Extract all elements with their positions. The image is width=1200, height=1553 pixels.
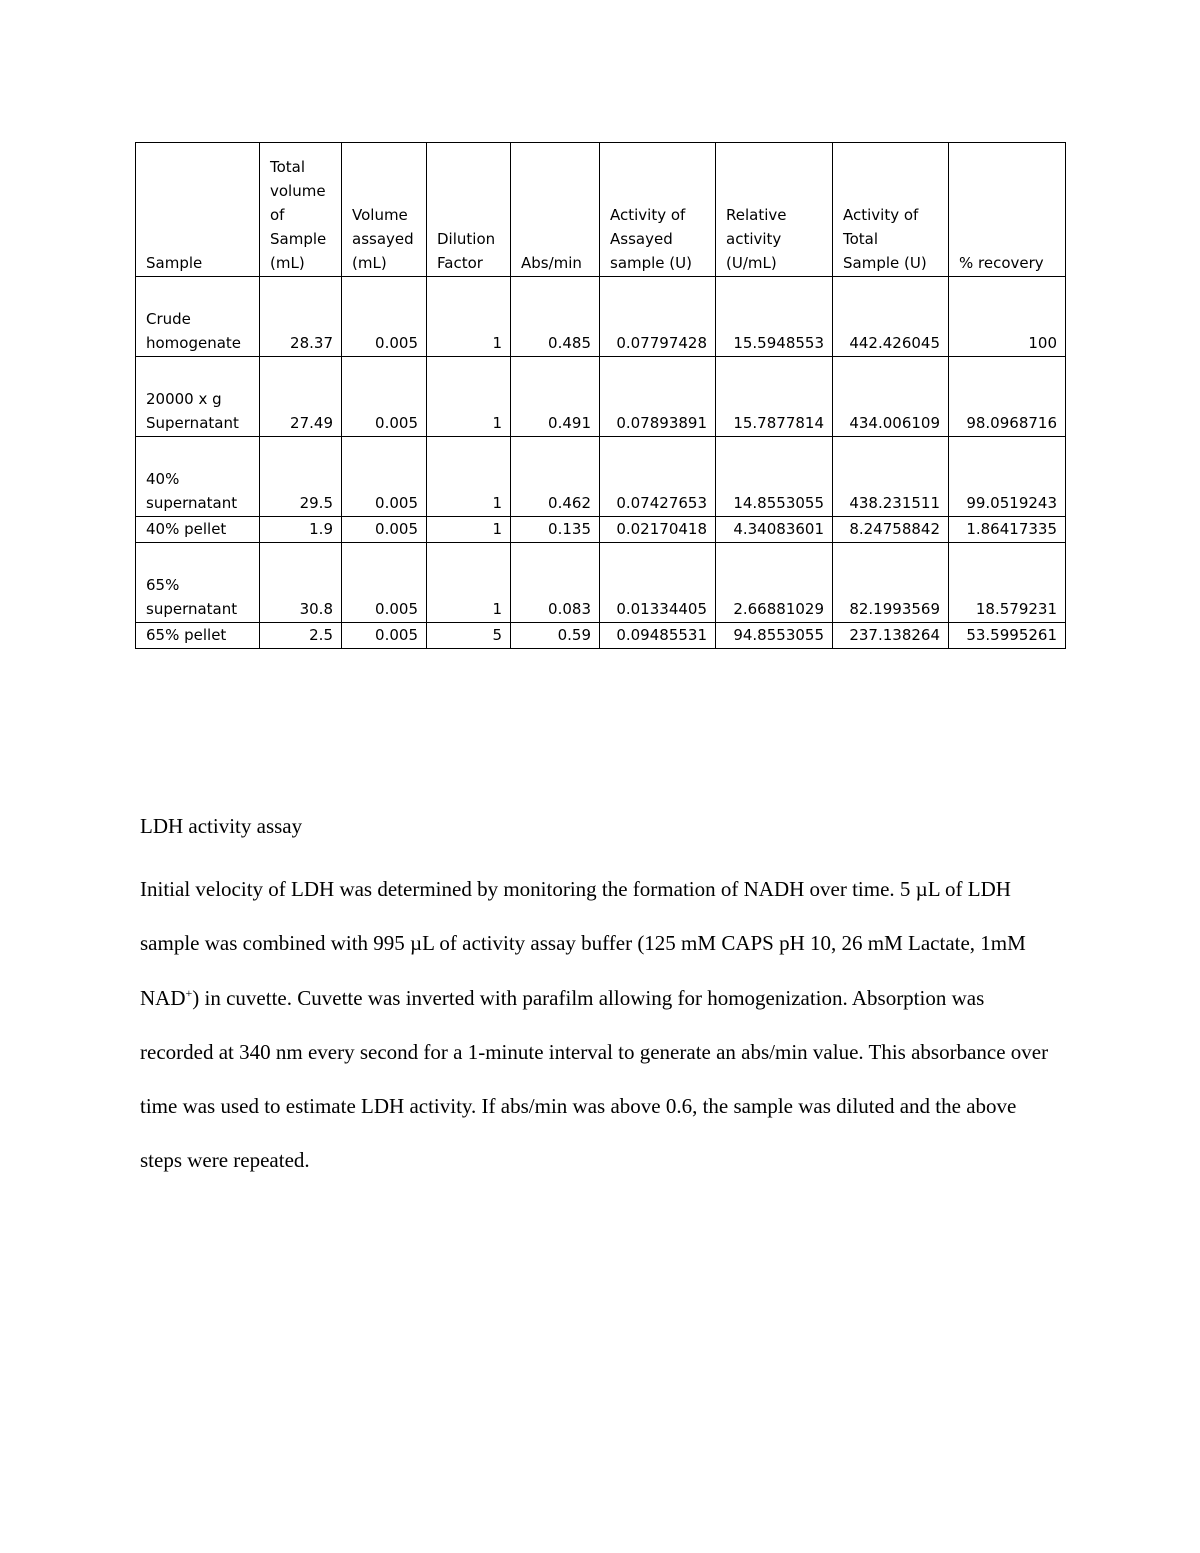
- cell-dilution: 5: [427, 623, 511, 649]
- header-activity-total: Activity of Total Sample (U): [833, 143, 949, 277]
- cell-abs-min: 0.485: [511, 277, 600, 357]
- results-table: [135, 142, 1066, 649]
- cell-activity-total: 237.138264: [833, 623, 949, 649]
- superscript-plus: +: [185, 985, 193, 1000]
- header-recovery: % recovery: [949, 143, 1066, 277]
- cell-abs-min: 0.491: [511, 357, 600, 437]
- cell-abs-min: 0.083: [511, 543, 600, 623]
- cell-total-volume: 30.8: [260, 543, 342, 623]
- cell-activity-assayed: 0.07427653: [600, 437, 716, 517]
- cell-dilution: 1: [427, 357, 511, 437]
- header-total-volume: Total volume of Sample (mL): [260, 143, 342, 277]
- cell-sample: 40% pellet: [136, 517, 260, 543]
- table-row: [136, 437, 1066, 517]
- table-row: [136, 517, 1066, 543]
- table-row: [136, 357, 1066, 437]
- cell-activity-assayed: 0.09485531: [600, 623, 716, 649]
- header-relative-activity: Relative activity (U/mL): [716, 143, 833, 277]
- cell-relative-activity: 4.34083601: [716, 517, 833, 543]
- table-header-row: [136, 143, 1066, 277]
- cell-total-volume: 1.9: [260, 517, 342, 543]
- section-paragraph: [140, 862, 1060, 1188]
- cell-volume-assayed: 0.005: [342, 277, 427, 357]
- cell-sample: 65% pellet: [136, 623, 260, 649]
- cell-recovery: 53.5995261: [949, 623, 1066, 649]
- cell-total-volume: 29.5: [260, 437, 342, 517]
- cell-total-volume: 28.37: [260, 277, 342, 357]
- cell-abs-min: 0.59: [511, 623, 600, 649]
- cell-total-volume: 27.49: [260, 357, 342, 437]
- cell-volume-assayed: 0.005: [342, 543, 427, 623]
- cell-activity-assayed: 0.02170418: [600, 517, 716, 543]
- cell-relative-activity: 94.8553055: [716, 623, 833, 649]
- paragraph-text-part2: ) in cuvette. Cuvette was inverted with parafilm allowing for homogenization. Absorption was recorded at 340 nm every second for a 1-minute interval to generate an abs/min value. This absorbance over time was used to estimate LDH activity. If abs/min was above 0.6, the sample was diluted and the above steps were repeated.: [140, 985, 1049, 1173]
- cell-dilution: 1: [427, 543, 511, 623]
- cell-activity-assayed: 0.01334405: [600, 543, 716, 623]
- cell-activity-total: 8.24758842: [833, 517, 949, 543]
- cell-activity-assayed: 0.07797428: [600, 277, 716, 357]
- cell-activity-total: 438.231511: [833, 437, 949, 517]
- cell-recovery: 100: [949, 277, 1066, 357]
- table-row: [136, 277, 1066, 357]
- cell-recovery: 1.86417335: [949, 517, 1066, 543]
- header-sample: Sample: [136, 143, 260, 277]
- cell-relative-activity: 15.5948553: [716, 277, 833, 357]
- cell-volume-assayed: 0.005: [342, 437, 427, 517]
- cell-activity-total: 442.426045: [833, 277, 949, 357]
- header-dilution-factor: Dilution Factor: [427, 143, 511, 277]
- cell-total-volume: 2.5: [260, 623, 342, 649]
- cell-activity-total: 82.1993569: [833, 543, 949, 623]
- cell-recovery: 18.579231: [949, 543, 1066, 623]
- section-heading: LDH activity assay: [140, 814, 303, 838]
- cell-dilution: 1: [427, 437, 511, 517]
- header-abs-min: Abs/min: [511, 143, 600, 277]
- assay-section: [140, 808, 1060, 1188]
- cell-dilution: 1: [427, 517, 511, 543]
- table-row: [136, 623, 1066, 649]
- cell-relative-activity: 15.7877814: [716, 357, 833, 437]
- cell-activity-total: 434.006109: [833, 357, 949, 437]
- cell-sample: 20000 x g Supernatant: [136, 357, 260, 437]
- cell-relative-activity: 2.66881029: [716, 543, 833, 623]
- paragraph-text-part1: Initial velocity of LDH was determined by monitoring the formation of NADH over time. 5 µL of LDH sample was combined with 995 µL of activity assay buffer (125 mM CAPS pH 10, 26 mM Lactate, 1mM NAD: [140, 877, 1026, 1010]
- table-row: [136, 543, 1066, 623]
- cell-volume-assayed: 0.005: [342, 623, 427, 649]
- cell-dilution: 1: [427, 277, 511, 357]
- header-activity-assayed: Activity of Assayed sample (U): [600, 143, 716, 277]
- cell-recovery: 98.0968716: [949, 357, 1066, 437]
- cell-abs-min: 0.462: [511, 437, 600, 517]
- cell-relative-activity: 14.8553055: [716, 437, 833, 517]
- cell-volume-assayed: 0.005: [342, 517, 427, 543]
- cell-abs-min: 0.135: [511, 517, 600, 543]
- cell-volume-assayed: 0.005: [342, 357, 427, 437]
- cell-recovery: 99.0519243: [949, 437, 1066, 517]
- cell-sample: Crude homogenate: [136, 277, 260, 357]
- header-volume-assayed: Volume assayed (mL): [342, 143, 427, 277]
- cell-sample: 65% supernatant: [136, 543, 260, 623]
- cell-activity-assayed: 0.07893891: [600, 357, 716, 437]
- cell-sample: 40% supernatant: [136, 437, 260, 517]
